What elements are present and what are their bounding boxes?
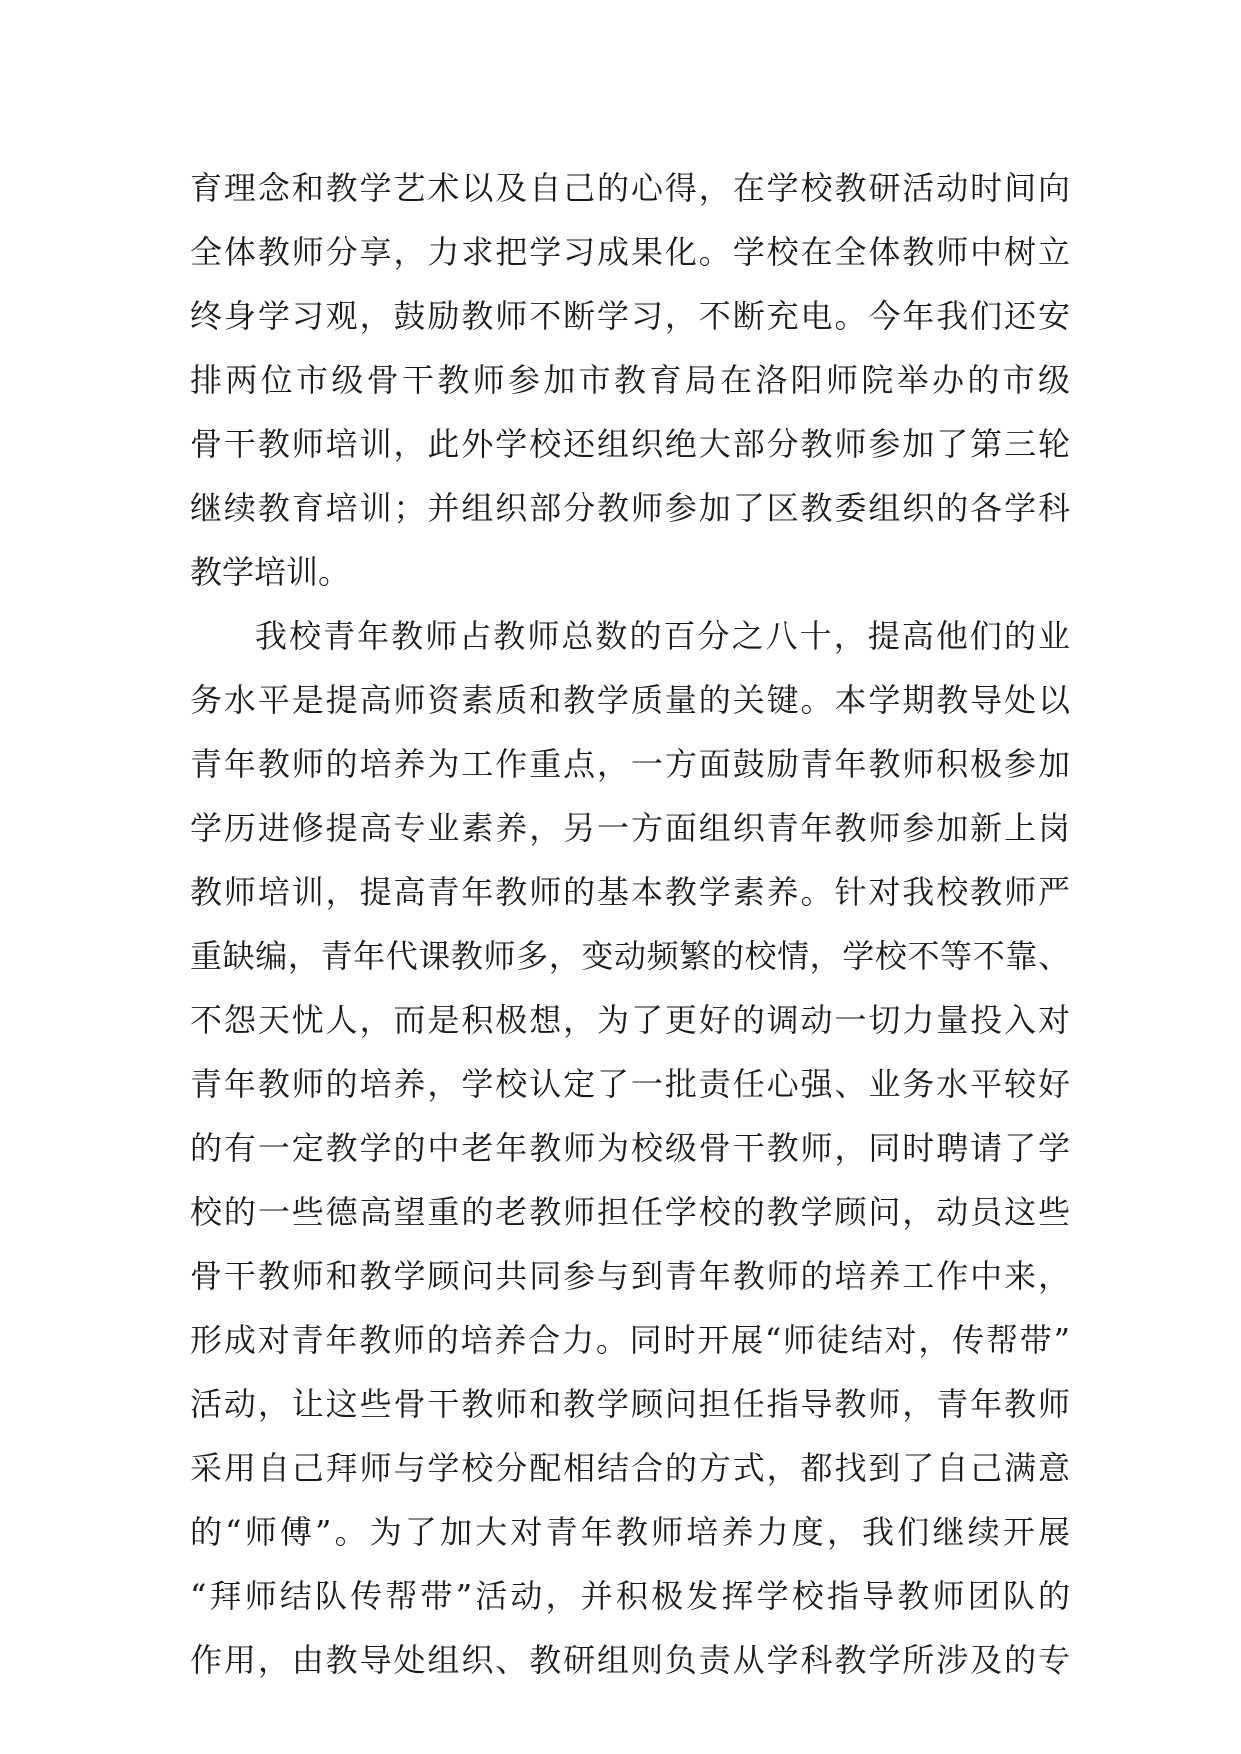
text-line: 终身学习观，鼓励教师不断学习，不断充电。今年我们还安 xyxy=(190,297,1070,335)
body-text xyxy=(190,156,1070,1692)
text-line: 的有一定教学的中老年教师为校级骨干教师，同时聘请了学 xyxy=(190,1129,1070,1167)
text-line: 作用，由教导处组织、教研组则负责从学科教学所涉及的专 xyxy=(190,1641,1070,1679)
text-line: 骨干教师培训，此外学校还组织绝大部分教师参加了第三轮 xyxy=(190,425,1070,463)
text-line: 我校青年教师占教师总数的百分之八十，提高他们的业 xyxy=(255,617,1070,655)
text-line: 骨干教师和教学顾问共同参与到青年教师的培养工作中来， xyxy=(190,1257,1070,1295)
text-line: 校的一些德高望重的老教师担任学校的教学顾问，动员这些 xyxy=(190,1193,1070,1231)
text-line: 排两位市级骨干教师参加市教育局在洛阳师院举办的市级 xyxy=(190,361,1070,399)
text-line: 全体教师分享，力求把学习成果化。学校在全体教师中树立 xyxy=(190,233,1070,271)
text-line: 形成对青年教师的培养合力。同时开展“师徒结对，传帮带” xyxy=(190,1321,1070,1359)
paragraph-1 xyxy=(190,156,1070,604)
text-line: 教师培训，提高青年教师的基本教学素养。针对我校教师严 xyxy=(190,873,1070,911)
text-line: 青年教师的培养，学校认定了一批责任心强、业务水平较好 xyxy=(190,1065,1070,1103)
text-line: 务水平是提高师资素质和教学质量的关键。本学期教导处以 xyxy=(190,681,1070,719)
text-line: 育理念和教学艺术以及自己的心得，在学校教研活动时间向 xyxy=(190,169,1070,207)
text-line: 不怨天忧人，而是积极想，为了更好的调动一切力量投入对 xyxy=(190,1001,1070,1039)
text-line: 重缺编，青年代课教师多，变动频繁的校情，学校不等不靠、 xyxy=(190,937,1070,975)
paragraph-2 xyxy=(190,604,1070,1692)
text-line: 活动，让这些骨干教师和教学顾问担任指导教师，青年教师 xyxy=(190,1385,1070,1423)
text-line: 继续教育培训；并组织部分教师参加了区教委组织的各学科 xyxy=(190,489,1070,527)
text-line: 学历进修提高专业素养，另一方面组织青年教师参加新上岗 xyxy=(190,809,1070,847)
text-line: 教学培训。 xyxy=(190,553,351,591)
text-line: 青年教师的培养为工作重点，一方面鼓励青年教师积极参加 xyxy=(190,745,1070,783)
text-line: “拜师结队传帮带”活动，并积极发挥学校指导教师团队的 xyxy=(190,1577,1070,1615)
text-line: 采用自己拜师与学校分配相结合的方式，都找到了自己满意 xyxy=(190,1449,1070,1487)
text-line: 的“师傅”。为了加大对青年教师培养力度，我们继续开展 xyxy=(190,1513,1070,1551)
